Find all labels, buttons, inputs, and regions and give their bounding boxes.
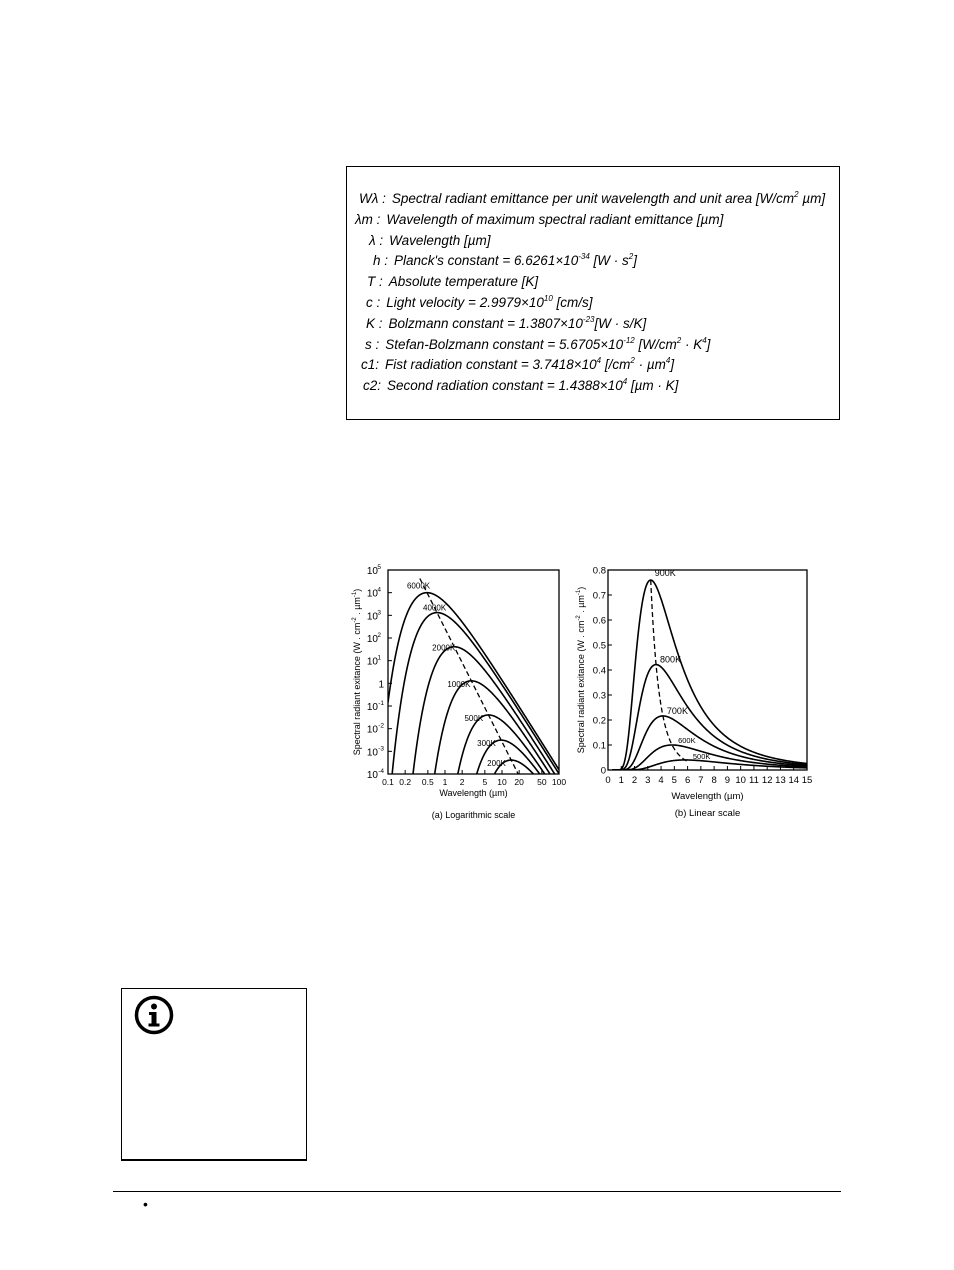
superscript: 4 <box>665 356 671 366</box>
legend-text: Wavelength [µm] <box>389 232 491 248</box>
superscript: -2 <box>576 615 582 621</box>
legend-row <box>366 295 593 311</box>
legend-text: ] <box>670 357 675 373</box>
y-tick-label: 0.1 <box>592 740 606 752</box>
x-tick-label: 2 <box>459 777 465 787</box>
superscript: -1 <box>576 589 582 596</box>
legend-symbol: λ : <box>369 232 384 248</box>
y-tick-label: 10 <box>366 566 378 577</box>
legend-row <box>361 357 674 373</box>
legend-text: µm] <box>798 191 826 206</box>
legend-symbol: h : <box>373 253 389 269</box>
y-tick-label: 10 <box>366 588 378 600</box>
footer-bullet: • <box>143 1196 148 1212</box>
y-tick-exponent: -2 <box>378 722 384 730</box>
linear-scale-chart <box>574 560 824 830</box>
x-tick-label: 0.2 <box>399 777 412 787</box>
x-tick-label: 12 <box>761 775 773 786</box>
legend-text: [W · s/K] <box>594 315 647 331</box>
y-tick-label: 1 <box>378 679 384 691</box>
symbol-legend-box <box>346 166 840 420</box>
legend-row <box>363 378 678 394</box>
y-tick-exponent: -3 <box>378 745 384 753</box>
peak-locus-line <box>651 580 688 762</box>
x-tick-label: 9 <box>724 775 731 786</box>
legend-row <box>355 212 723 228</box>
y-tick-exponent: 3 <box>377 609 381 617</box>
y-tick-label: 0.4 <box>592 665 606 677</box>
x-tick-label: 0.5 <box>421 777 434 787</box>
legend-row <box>366 316 646 332</box>
y-tick-exponent: -1 <box>378 700 384 707</box>
superscript: 2 <box>628 252 634 262</box>
label-text: Spectral radiant exitance (W . cm <box>576 620 586 754</box>
curve-1000K <box>388 681 559 824</box>
x-tick-label: 1 <box>618 775 624 786</box>
legend-description <box>394 253 637 268</box>
label-text: ) <box>352 588 362 592</box>
legend-text: Fist radiation constant = 3.7418×10 <box>385 357 597 373</box>
legend-row <box>359 191 825 207</box>
legend-text: Second radiation constant = 1.4388×10 <box>387 378 623 394</box>
legend-description <box>385 337 710 352</box>
legend-description <box>387 378 678 393</box>
curve-label: 1000K <box>447 679 471 689</box>
x-tick-label: 100 <box>551 777 567 787</box>
x-axis-label: Wavelength (µm) <box>439 788 508 798</box>
x-tick-label: 3 <box>645 775 651 786</box>
legend-symbol: s : <box>365 336 380 352</box>
y-tick-label: 10 <box>366 611 378 623</box>
info-circle-icon <box>134 995 174 1035</box>
legend-symbol: Wλ : <box>359 191 386 206</box>
legend-text: · K <box>681 336 703 352</box>
superscript: 2 <box>794 190 799 199</box>
curve-label: 2000K <box>432 643 456 653</box>
y-tick-label: 10 <box>366 634 378 645</box>
legend-text: [W · s <box>589 253 629 269</box>
y-tick-label: 10 <box>366 724 378 736</box>
curve-label: 500K <box>692 751 711 761</box>
y-tick-label: 0.7 <box>592 590 606 602</box>
x-tick-label: 50 <box>537 777 547 787</box>
legend-description <box>386 295 592 310</box>
legend-text: [µm · K] <box>627 378 679 394</box>
y-tick-label: 0.5 <box>592 640 606 652</box>
log-scale-chart <box>346 560 576 830</box>
y-tick-label: 10 <box>366 702 378 713</box>
y-tick-exponent: 5 <box>377 564 381 571</box>
legend-row <box>365 337 710 353</box>
legend-symbol: K : <box>366 315 383 331</box>
legend-row <box>369 233 490 249</box>
legend-text: Wavelength of maximum spectral radiant emittance [µm] <box>386 211 724 227</box>
superscript: 2 <box>630 356 635 366</box>
superscript: 10 <box>543 294 553 303</box>
legend-symbol: c : <box>366 295 381 310</box>
curve-label: 4000K <box>423 603 447 613</box>
y-tick-exponent: 1 <box>377 654 381 662</box>
y-tick-label: 10 <box>366 770 378 781</box>
curve-label: 700K <box>666 705 688 716</box>
legend-symbol: T : <box>367 274 383 290</box>
footer-rule <box>113 1191 841 1192</box>
y-tick-exponent: 2 <box>377 632 381 639</box>
curve-label: 200K <box>487 759 506 769</box>
x-tick-label: 10 <box>735 775 746 786</box>
x-tick-label: 7 <box>698 775 704 786</box>
legend-description <box>389 316 647 331</box>
superscript: -23 <box>582 314 595 324</box>
legend-symbol: λm : <box>355 211 381 227</box>
x-tick-label: 13 <box>775 775 786 786</box>
superscript: 4 <box>702 335 707 345</box>
curve-label: 600K <box>678 735 696 745</box>
label-text: . µm <box>576 595 586 616</box>
legend-row <box>373 253 637 269</box>
curve-label: 900K <box>654 568 676 579</box>
x-tick-label: 4 <box>658 775 664 786</box>
y-tick-label: 10 <box>366 656 378 668</box>
legend-text: [/cm <box>601 357 631 373</box>
superscript: -2 <box>352 617 358 623</box>
x-tick-label: 6 <box>684 775 691 786</box>
x-tick-label: 14 <box>788 775 800 786</box>
superscript: -34 <box>578 252 590 262</box>
curves-group <box>612 580 807 770</box>
superscript: 4 <box>622 377 628 387</box>
legend-text: Light velocity = 2.9979×10 <box>386 295 544 310</box>
superscript: -12 <box>623 335 635 345</box>
legend-text: Stefan-Bolzmann constant = 5.6705×10 <box>385 336 624 352</box>
y-tick-label: 10 <box>366 747 378 759</box>
legend-text: ] <box>633 253 638 269</box>
x-tick-label: 8 <box>711 775 717 786</box>
legend-description <box>386 212 723 227</box>
x-tick-label: 5 <box>482 777 488 787</box>
curve-label: 300K <box>477 739 496 749</box>
legend-text: [W/cm <box>634 336 677 352</box>
y-tick-label: 0.8 <box>592 565 606 577</box>
superscript: -1 <box>352 591 358 598</box>
curve-label: 6000K <box>406 581 431 591</box>
y-tick-label: 0.3 <box>592 690 606 702</box>
info-note-box <box>121 988 307 1161</box>
x-tick-label: 11 <box>748 775 759 786</box>
y-axis-label <box>352 589 362 755</box>
y-tick-exponent: -4 <box>378 768 384 775</box>
legend-text: Bolzmann constant = 1.3807×10 <box>388 315 583 331</box>
plot-frame <box>608 570 807 770</box>
label-text: ) <box>576 586 586 590</box>
superscript: 4 <box>596 356 602 366</box>
legend-symbol: c1: <box>361 357 380 373</box>
x-tick-label: 5 <box>671 775 677 786</box>
y-tick-label: 0 <box>600 765 606 777</box>
legend-text: Spectral radiant emittance per unit wavelength and unit area [W/cm <box>391 191 795 206</box>
legend-text: Absolute temperature [K] <box>388 274 539 290</box>
legend-description <box>389 274 538 289</box>
x-tick-label: 0.1 <box>382 777 394 787</box>
legend-symbol: c2: <box>363 378 382 394</box>
y-axis-label <box>576 587 586 753</box>
label-text: Spectral radiant exitance (W . cm <box>352 622 362 756</box>
x-tick-label: 15 <box>801 775 813 786</box>
x-tick-label: 2 <box>631 775 638 786</box>
legend-description <box>385 357 674 372</box>
x-axis-label: Wavelength (µm) <box>671 791 744 802</box>
x-tick-label: 10 <box>497 777 507 787</box>
curve-label: 500K <box>464 713 484 723</box>
legend-text: · µm <box>634 357 666 373</box>
legend-description <box>392 191 825 206</box>
x-tick-label: 1 <box>442 777 448 787</box>
x-tick-label: 0 <box>605 775 611 786</box>
legend-text: ] <box>706 336 711 352</box>
curve-label: 800K <box>660 654 682 665</box>
legend-description <box>389 233 490 248</box>
y-tick-label: 0.2 <box>592 715 606 727</box>
chart-caption: (b) Linear scale <box>674 808 741 819</box>
y-tick-label: 0.6 <box>592 615 606 627</box>
y-tick-exponent: 4 <box>377 586 381 594</box>
legend-text: Planck's constant = 6.6261×10 <box>394 253 579 269</box>
superscript: 2 <box>676 335 682 345</box>
curve-900K <box>612 580 807 770</box>
chart-caption: (a) Logarithmic scale <box>431 810 516 820</box>
legend-text: [cm/s] <box>552 295 593 310</box>
x-tick-label: 20 <box>514 777 524 787</box>
legend-row <box>367 274 538 290</box>
label-text: . µm <box>352 597 362 618</box>
